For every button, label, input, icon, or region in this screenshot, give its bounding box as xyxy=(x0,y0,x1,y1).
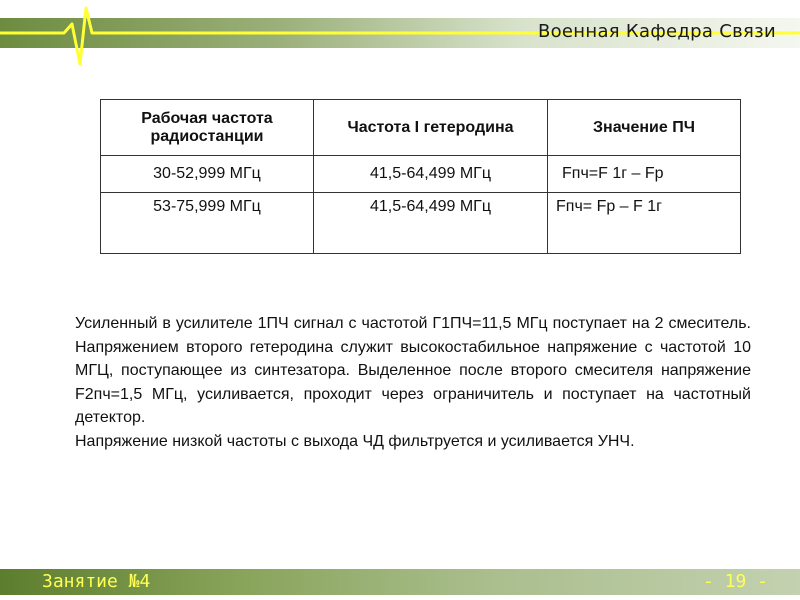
page-header-title: Военная Кафедра Связи xyxy=(537,21,776,42)
table-row xyxy=(101,193,741,254)
frequency-table xyxy=(100,99,741,254)
lesson-label: Занятие №4 xyxy=(42,571,151,592)
body-paragraph: Напряжение низкой частоты с выхода ЧД фильтруется и усиливается УНЧ. xyxy=(75,432,635,450)
body-text xyxy=(75,312,751,453)
table-cell: Fпч=F 1г – Fр xyxy=(548,156,741,193)
table-cell: Fпч= Fр – F 1г xyxy=(548,193,741,254)
table-header-cell: Рабочая частота радиостанции xyxy=(101,100,314,156)
table-header-cell: Частота I гетеродина xyxy=(314,100,548,156)
table-row xyxy=(101,156,741,193)
table-cell: 53-75,999 МГц xyxy=(101,193,314,254)
table-header-cell: Значение ПЧ xyxy=(548,100,741,156)
table-header-row xyxy=(101,100,741,156)
body-paragraph: Усиленный в усилителе 1ПЧ сигнал с частотой Г1ПЧ=11,5 МГц поступает на 2 смеситель. Напряжением второго гетеродина служит высокостабильное напряжение с частотой 10 МГЦ, поступающее из синтезатора. Выделенное после второго смесителя напряжение F2пч=1,5 МГц, усиливается, проходит через ограничитель и поступает на частотный детектор. xyxy=(75,315,751,426)
page-number: - 19 - xyxy=(702,571,768,592)
table-cell: 41,5-64,499 МГц xyxy=(314,193,548,254)
table-cell: 41,5-64,499 МГц xyxy=(314,156,548,193)
table-cell: 30-52,999 МГц xyxy=(101,156,314,193)
